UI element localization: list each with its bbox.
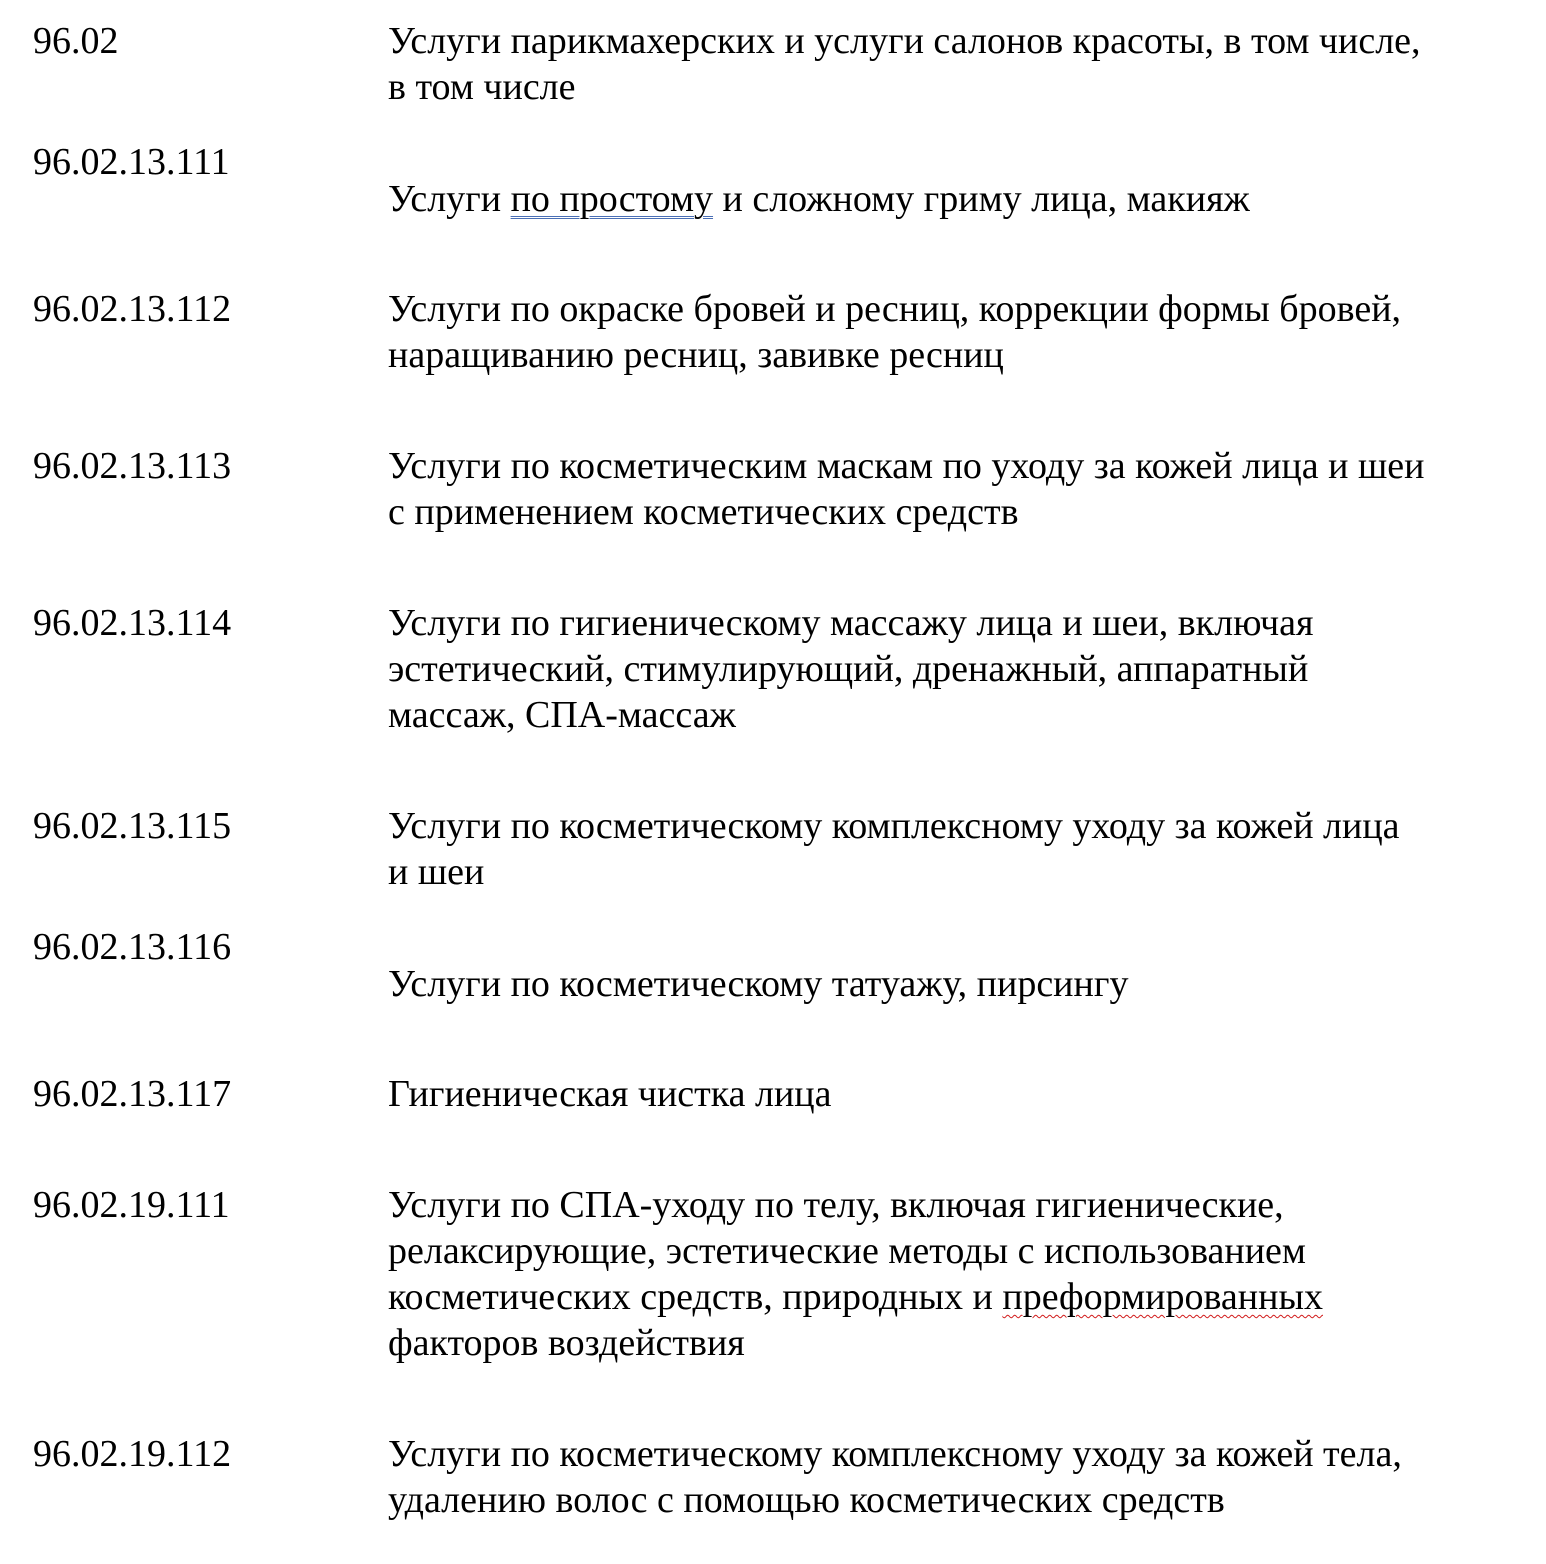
service-description [388, 961, 1528, 1007]
service-code: 96.02.13.116 [33, 926, 232, 968]
service-description [388, 18, 1528, 110]
service-description [388, 286, 1528, 378]
description-line: наращиванию ресниц, завивке ресниц [388, 334, 1004, 376]
spelling-marked-text[interactable]: преформированных [1002, 1276, 1323, 1318]
service-description [388, 1431, 1528, 1523]
description-line: Услуги по окраске бровей и ресниц, коррекции формы бровей, [388, 288, 1402, 330]
description-line: Услуги по косметическому комплексному уходу за кожей лица [388, 805, 1400, 847]
service-description [388, 176, 1528, 222]
description-line: в том числе [388, 66, 576, 108]
description-line: Услуги по СПА-уходу по телу, включая гигиенические, [388, 1184, 1284, 1226]
description-line: удалению волос с помощью косметических средств [388, 1479, 1225, 1521]
description-line: релаксирующие, эстетические методы с использованием [388, 1230, 1306, 1272]
service-description [388, 1071, 1528, 1117]
service-code: 96.02.13.113 [33, 445, 232, 487]
description-line: Услуги по косметическому комплексному уходу за кожей тела, [388, 1433, 1402, 1475]
service-code: 96.02.13.114 [33, 602, 232, 644]
description-line: с применением косметических средств [388, 491, 1019, 533]
description-line: Услуги по гигиеническому массажу лица и шеи, включая [388, 602, 1314, 644]
service-description [388, 1182, 1528, 1366]
description-line: Услуги по косметическому татуажу, пирсингу [388, 963, 1129, 1005]
service-description [388, 803, 1528, 895]
description-line: и шеи [388, 851, 485, 893]
service-code: 96.02.13.117 [33, 1073, 232, 1115]
service-code: 96.02.13.112 [33, 288, 232, 330]
description-line: массаж, СПА-массаж [388, 694, 736, 736]
service-description [388, 600, 1528, 738]
description-line [388, 176, 1528, 222]
description-line: Услуги по косметическим маскам по уходу за кожей лица и шеи [388, 445, 1425, 487]
description-text: и сложному гриму лица, макияж [713, 178, 1250, 220]
service-description [388, 443, 1528, 535]
description-line: факторов воздействия [388, 1322, 745, 1364]
grammar-marked-text[interactable]: по простому [510, 178, 714, 220]
service-code: 96.02.13.115 [33, 805, 232, 847]
service-code: 96.02.19.111 [33, 1184, 230, 1226]
service-code: 96.02.13.111 [33, 141, 230, 183]
description-line: эстетический, стимулирующий, дренажный, аппаратный [388, 648, 1309, 690]
service-code: 96.02.19.112 [33, 1433, 232, 1475]
description-text: косметических средств, природных и [388, 1276, 1003, 1318]
description-text: Услуги [388, 178, 511, 220]
description-line [388, 1274, 1528, 1320]
service-code: 96.02 [33, 20, 119, 62]
description-line: Услуги парикмахерских и услуги салонов красоты, в том числе, [388, 20, 1421, 62]
description-line: Гигиеническая чистка лица [388, 1073, 832, 1115]
